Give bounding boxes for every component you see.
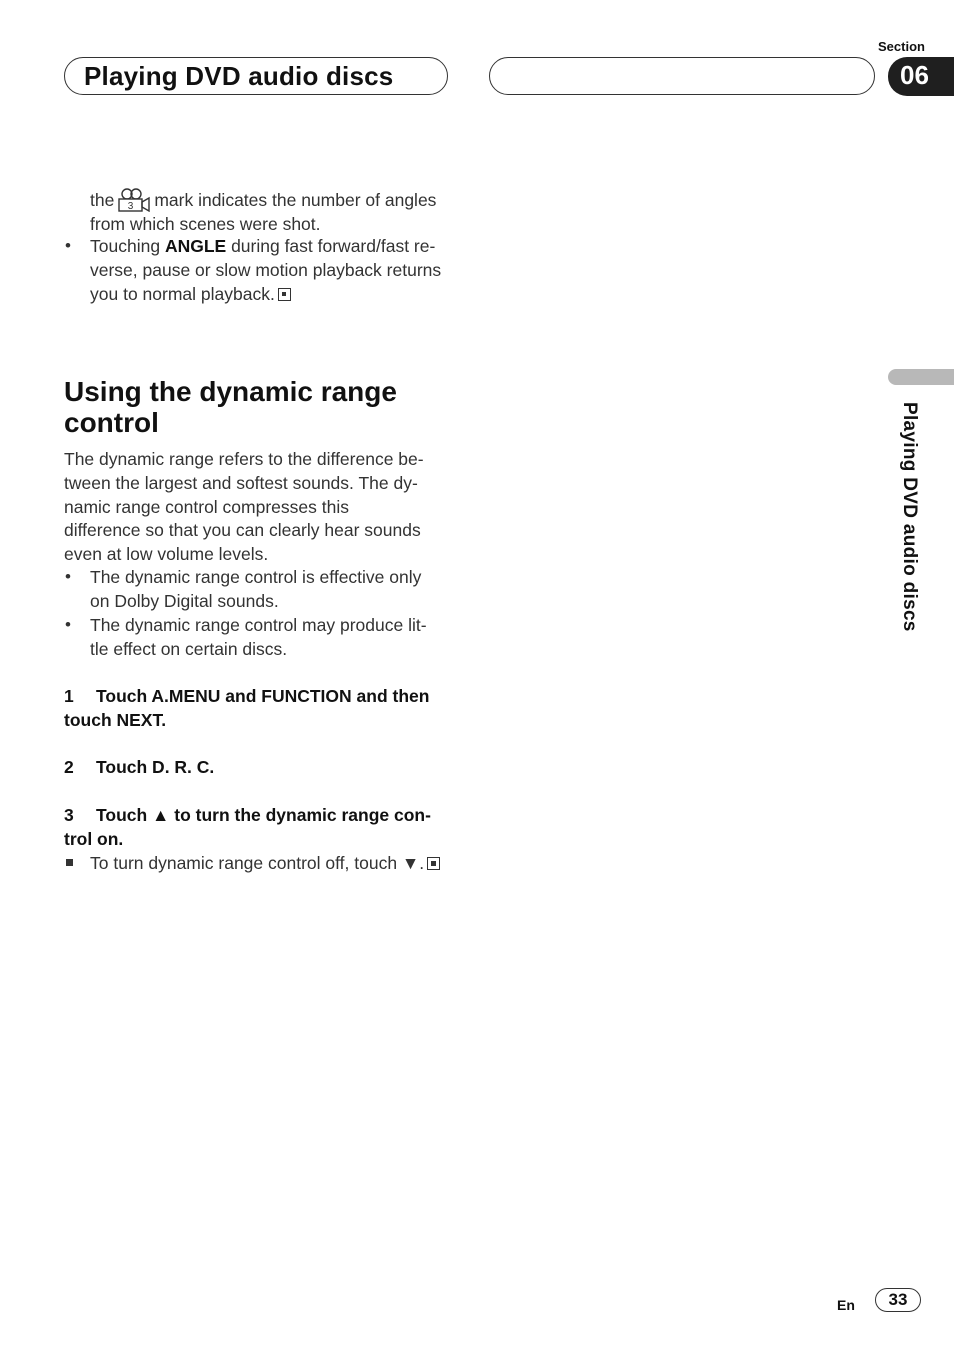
end-of-section-icon — [427, 857, 440, 870]
step-2: 2 Touch D. R. C. — [64, 757, 215, 777]
step-1: 1 Touch A.MENU and FUNCTION and then touch NEXT. — [64, 686, 430, 730]
drc-description: The dynamic range refers to the difference be- tween the largest and softest sounds. The dy- namic range control compresses this difference so that you can clearly hear sounds even at low volume levels. — [64, 449, 424, 565]
camera-angle-icon — [117, 188, 151, 212]
angle-bullet-text: Touching ANGLE during fast forward/fast re- verse, pause or slow motion playback returns you to normal playback. — [90, 236, 442, 304]
drc-bullet-2: The dynamic range control may produce lit- tle effect on certain discs. — [90, 615, 427, 659]
page-number: 33 — [875, 1288, 921, 1312]
angle-mark-line-2: from which scenes were shot. — [90, 213, 321, 234]
bullet-dot: • — [65, 567, 71, 586]
step-number: 1 — [64, 686, 74, 706]
header-title-pill — [64, 57, 448, 95]
side-tab-label: Playing DVD audio discs — [899, 402, 920, 632]
bullet-dot: • — [65, 236, 71, 255]
angle-mark-paragraph — [90, 188, 460, 237]
side-tab-bar — [888, 369, 954, 385]
step-number: 3 — [64, 805, 74, 825]
section-heading: Using the dynamic range control — [64, 376, 397, 438]
note-square-bullet — [66, 859, 73, 866]
drc-off-note: To turn dynamic range control off, touch ▼. — [90, 852, 460, 876]
drc-bullet-1: The dynamic range control is effective only on Dolby Digital sounds. — [90, 567, 422, 611]
end-of-section-icon — [278, 288, 291, 301]
angle-keyword: ANGLE — [164, 236, 227, 256]
header-empty-pill — [489, 57, 875, 95]
camera-angle-number: 3 — [128, 201, 134, 212]
page-header-title: Playing DVD audio discs — [84, 61, 394, 91]
bullet-dot: • — [65, 615, 71, 634]
section-number-tab — [888, 57, 954, 96]
section-number: 06 — [900, 60, 929, 90]
section-label: Section — [878, 39, 925, 54]
language-label: En — [837, 1297, 855, 1313]
angle-mark-line-1: the 3 mark indicates the number of angles — [90, 190, 437, 212]
step-number: 2 — [64, 757, 74, 777]
step-3: 3 Touch ▲ to turn the dynamic range con- trol on. — [64, 805, 431, 849]
